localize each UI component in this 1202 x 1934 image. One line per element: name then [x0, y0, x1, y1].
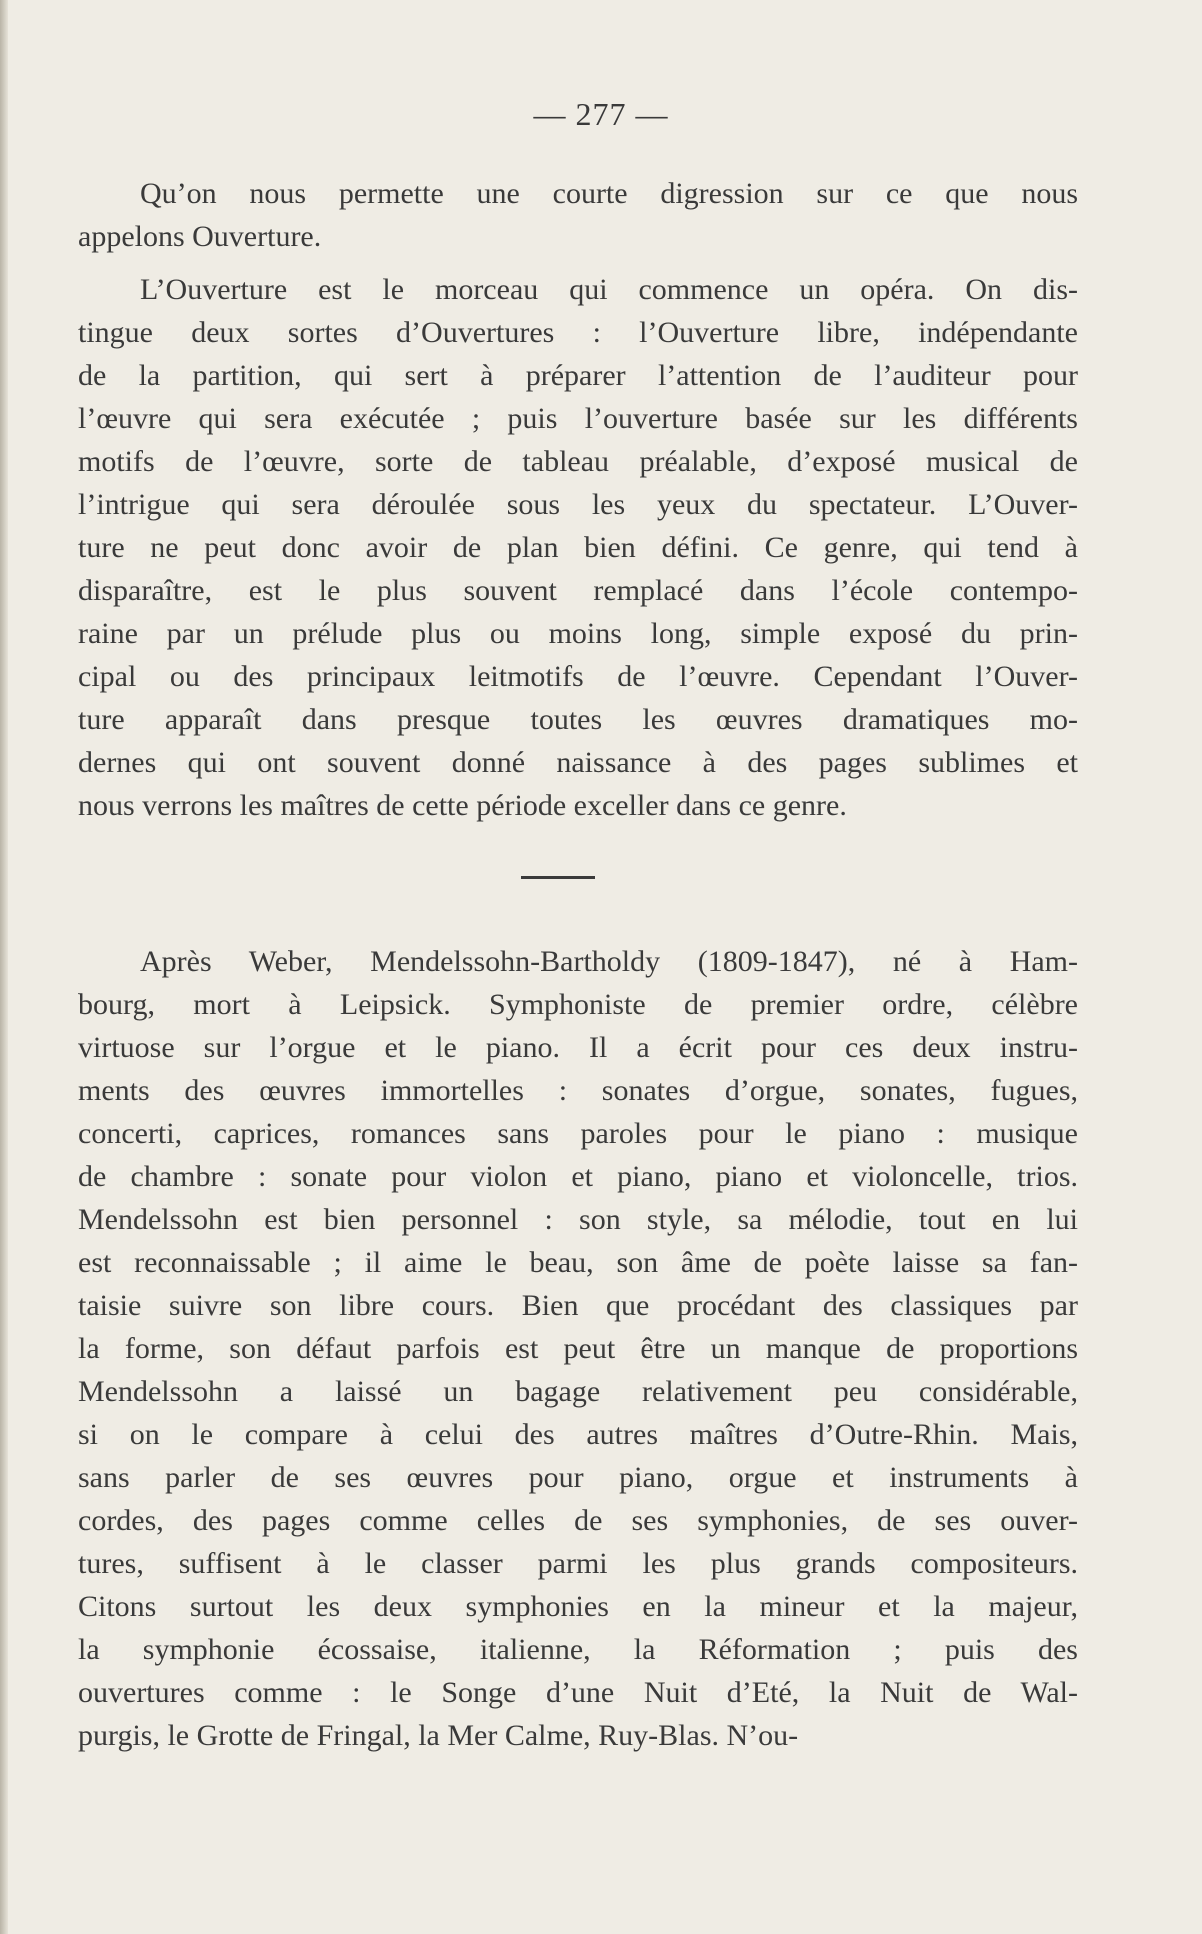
text-line: Citons surtout les deux symphonies en la mineur et la majeur, [78, 1590, 1078, 1623]
text-line: ture ne peut donc avoir de plan bien défini. Ce genre, qui tend à [78, 531, 1078, 564]
text-line: appelons Ouverture. [78, 220, 322, 253]
paragraph-mendelssohn [78, 940, 1078, 1757]
text-line: taisie suivre son libre cours. Bien que procédant des classiques par [78, 1289, 1078, 1322]
text-line: ture apparaît dans presque toutes les œuvres dramatiques mo- [78, 703, 1078, 736]
text-line: tingue deux sortes d’Ouvertures : l’Ouverture libre, indépendante [78, 316, 1078, 349]
page-edge-shadow [0, 0, 8, 1934]
text-line: raine par un prélude plus ou moins long, simple exposé du prin- [78, 617, 1078, 650]
text-line: la forme, son défaut parfois est peut être un manque de proportions [78, 1332, 1078, 1365]
text-line: Après Weber, Mendelssohn-Bartholdy (1809-1847), né à Ham- [140, 945, 1078, 978]
text-line: l’œuvre qui sera exécutée ; puis l’ouverture basée sur les différents [78, 402, 1078, 435]
text-line: virtuose sur l’orgue et le piano. Il a écrit pour ces deux instru- [78, 1031, 1078, 1064]
text-line: bourg, mort à Leipsick. Symphoniste de premier ordre, célèbre [78, 988, 1078, 1021]
text-line: de chambre : sonate pour violon et piano, piano et violoncelle, trios. [78, 1160, 1078, 1193]
text-line: l’intrigue qui sera déroulée sous les yeux du spectateur. L’Ouver- [78, 488, 1078, 521]
paragraph-ouverture [78, 268, 1078, 827]
text-line: Mendelssohn a laissé un bagage relativement peu considérable, [78, 1375, 1078, 1408]
text-line: Qu’on nous permette une courte digression sur ce que nous [140, 177, 1078, 210]
text-line: la symphonie écossaise, italienne, la Réformation ; puis des [78, 1633, 1078, 1666]
page-number: — 277 — [533, 96, 669, 132]
text-line: de la partition, qui sert à préparer l’attention de l’auditeur pour [78, 359, 1078, 392]
text-line: est reconnaissable ; il aime le beau, son âme de poète laisse sa fan- [78, 1246, 1078, 1279]
text-line: Mendelssohn est bien personnel : son style, sa mélodie, tout en lui [78, 1203, 1078, 1236]
text-line: dernes qui ont souvent donné naissance à des pages sublimes et [78, 746, 1078, 779]
text-line: disparaître, est le plus souvent remplacé dans l’école contempo- [78, 574, 1078, 607]
paragraph-digression [78, 172, 1078, 258]
text-line: purgis, le Grotte de Fringal, la Mer Calme, Ruy-Blas. N’ou- [78, 1719, 799, 1752]
text-line: concerti, caprices, romances sans paroles pour le piano : musique [78, 1117, 1078, 1150]
text-line: cipal ou des principaux leitmotifs de l’œuvre. Cependant l’Ouver- [78, 660, 1078, 693]
text-line: nous verrons les maîtres de cette période exceller dans ce genre. [78, 789, 847, 822]
text-line: L’Ouverture est le morceau qui commence un opéra. On dis- [140, 273, 1078, 306]
text-line: motifs de l’œuvre, sorte de tableau préalable, d’exposé musical de [78, 445, 1078, 478]
text-line: ments des œuvres immortelles : sonates d’orgue, sonates, fugues, [78, 1074, 1078, 1107]
section-divider [521, 876, 595, 879]
text-line: ouvertures comme : le Songe d’une Nuit d’Eté, la Nuit de Wal- [78, 1676, 1078, 1709]
text-line: si on le compare à celui des autres maîtres d’Outre-Rhin. Mais, [78, 1418, 1078, 1451]
text-line: tures, suffisent à le classer parmi les plus grands compositeurs. [78, 1547, 1078, 1580]
text-line: cordes, des pages comme celles de ses symphonies, de ses ouver- [78, 1504, 1078, 1537]
text-line: sans parler de ses œuvres pour piano, orgue et instruments à [78, 1461, 1078, 1494]
